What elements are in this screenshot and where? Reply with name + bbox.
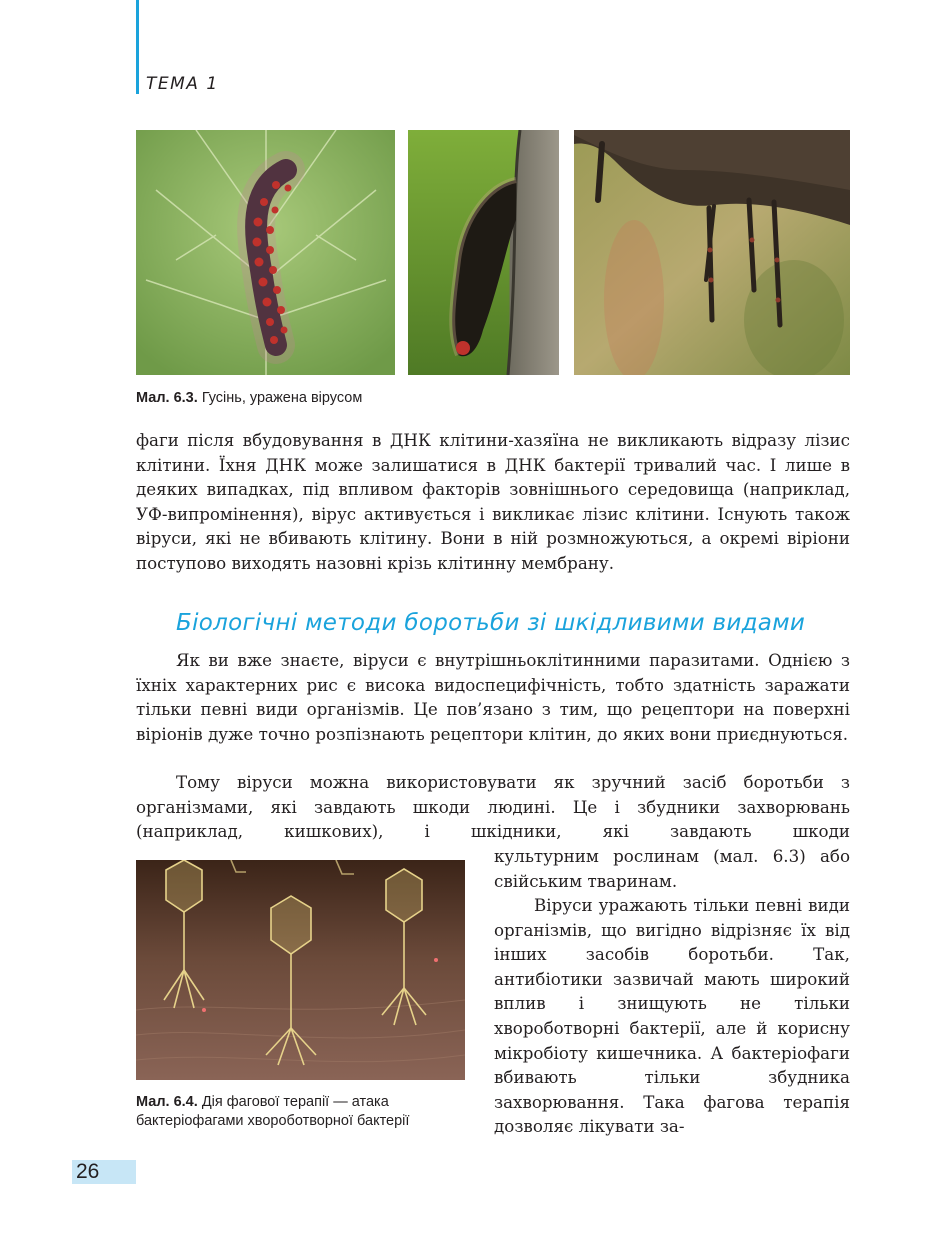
figure-6-4-label: Мал. 6.4.: [136, 1094, 198, 1110]
caterpillar-on-leaf-photo: [136, 130, 395, 375]
paragraph-virus-specificity: Як ви вже знаєте, віруси є внутрішньоклітинними паразитами. Однією з їхніх характерних рис є висока видоспецифічність, тобто здатність заражати тільки певні види організмів. Це пов’язано з тим, що рецептори на поверхні віріонів дуже точно розпізнають рецептори клітин, до яких вони приєднуються.: [136, 650, 850, 744]
header-accent-bar: [136, 0, 139, 94]
page-number: 26: [76, 1160, 100, 1183]
section-heading: Біологічні методи боротьби зі шкідливими видами: [176, 610, 806, 636]
topic-label: ТЕМА 1: [146, 74, 219, 94]
paragraph-viruses-as-tool-continued: культурним рослинам (мал. 6.3) або свійським тваринам.: [494, 846, 850, 891]
figure-6-3-text: Гусінь, уражена вірусом: [201, 390, 363, 406]
figure-6-3-label: Мал. 6.3.: [136, 390, 198, 406]
figure-6-3-caption: [136, 389, 362, 408]
figure-6-4-caption: [136, 1093, 409, 1131]
bacteriophage-attack-illustration: [136, 860, 465, 1080]
figure-6-4-text-line1: Дія фагової терапії — атака: [201, 1094, 389, 1110]
paragraph-phages-lysogeny: фаги після вбудовування в ДНК клітини-хазяїна не викликають відразу лізис клітини. Їхня ДНК може залишатися в ДНК бактерії тривалий час. І лише в деяких випадках, під впливом факторів зовнішнього середовища (наприклад, УФ-випромінення), вірус активується і викликає лізис клітини. Існують також віруси, які не вбивають клітину. Вони в ній розмножуються, а окремі віріони поступово виходять назовні крізь клітинну мембрану.: [136, 430, 850, 573]
paragraph-phage-therapy: Віруси уражають тільки певні види організмів, що вигідно відрізняє їх від інших засобів боротьби. Так, антибіотики зазвичай мають широкий вплив і знищують не тільки хвороботворні бактерії, але й корисну мікробіоту кишечника. А бактеріофаги вбивають тільки збудника захворювання. Така фагова терапія дозволяє лікувати за-: [494, 895, 850, 1137]
dead-caterpillars-on-branch-photo: [574, 130, 850, 375]
figure-6-4-text-line2: бактеріофагами хвороботворної бактерії: [136, 1113, 410, 1129]
paragraph-viruses-as-tool: Тому віруси можна використовувати як зручний засіб боротьби з організмами, які завдають шкоди людині. Це і збудники захворювань (наприклад, кишкових), і шкідники, які завдають шкоди: [136, 772, 850, 842]
caterpillar-on-bark-photo: [408, 130, 559, 375]
